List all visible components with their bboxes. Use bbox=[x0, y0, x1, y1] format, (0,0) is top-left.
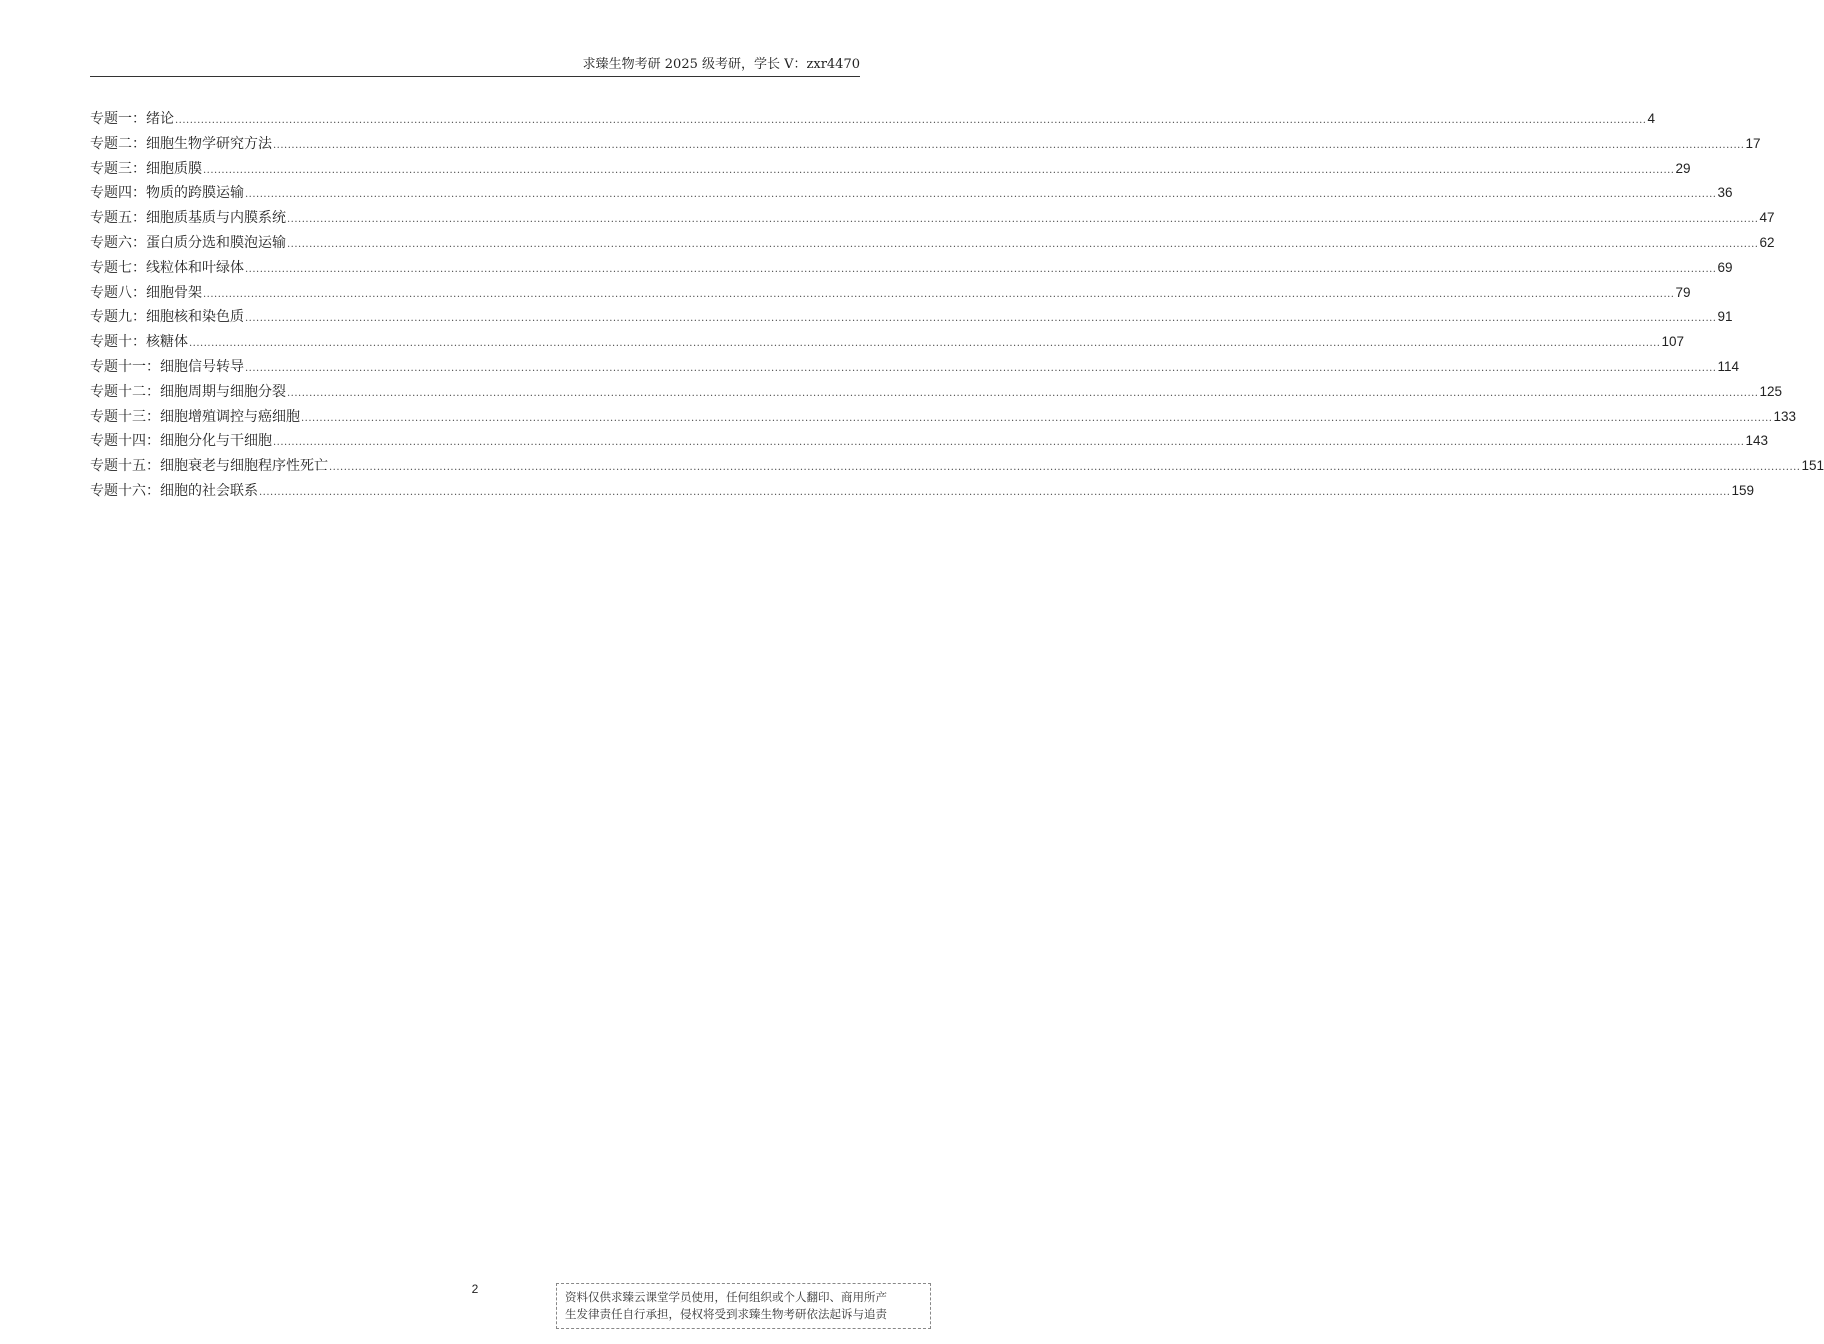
toc-entry[interactable] bbox=[90, 357, 1740, 382]
toc-leader-dots: ................................................................................................................................................................................................................................................................................................................................................................................................................ bbox=[245, 362, 1717, 374]
toc-entry-title: 专题十四：细胞分化与干细胞 bbox=[90, 433, 272, 450]
toc-entry-page: 159 bbox=[1731, 482, 1755, 498]
toc-entry-title: 专题七：线粒体和叶绿体 bbox=[90, 259, 244, 276]
toc-entry-page: 114 bbox=[1717, 358, 1740, 374]
toc-leader-dots: ................................................................................................................................................................................................................................................................................................................................................................................................................ bbox=[287, 387, 1759, 399]
toc-leader-dots: ................................................................................................................................................................................................................................................................................................................................................................................................................ bbox=[329, 462, 1801, 474]
header-text: 求臻生物考研 2025 级考研，学长 V：zxr4470 bbox=[582, 57, 860, 72]
page-header bbox=[90, 56, 860, 77]
toc-entry[interactable] bbox=[90, 307, 1733, 332]
toc-entry[interactable] bbox=[90, 258, 1733, 283]
toc-leader-dots: ................................................................................................................................................................................................................................................................................................................................................................................................................ bbox=[301, 412, 1773, 424]
toc-leader-dots: ................................................................................................................................................................................................................................................................................................................................................................................................................ bbox=[259, 486, 1731, 498]
toc-entry[interactable] bbox=[90, 456, 1824, 481]
toc-entry[interactable] bbox=[90, 233, 1775, 258]
toc-entry[interactable] bbox=[90, 431, 1769, 456]
toc-entry-title: 专题八：细胞骨架 bbox=[90, 284, 202, 301]
toc-leader-dots: ................................................................................................................................................................................................................................................................................................................................................................................................................ bbox=[203, 288, 1675, 300]
toc-leader-dots: ................................................................................................................................................................................................................................................................................................................................................................................................................ bbox=[287, 214, 1759, 226]
toc-entry-page: 36 bbox=[1717, 185, 1733, 201]
toc-entry[interactable] bbox=[90, 283, 1691, 308]
toc-entry[interactable] bbox=[90, 183, 1733, 208]
table-of-contents bbox=[90, 109, 1824, 506]
toc-leader-dots: ................................................................................................................................................................................................................................................................................................................................................................................................................ bbox=[245, 189, 1717, 201]
toc-entry[interactable] bbox=[90, 109, 1655, 134]
notice-line: 资料仅供求臻云课堂学员使用，任何组织或个人翻印、商用所产 bbox=[565, 1290, 887, 1304]
toc-entry-title: 专题十：核糖体 bbox=[90, 334, 188, 351]
toc-entry[interactable] bbox=[90, 134, 1761, 159]
copyright-notice bbox=[556, 1283, 931, 1329]
toc-entry-page: 107 bbox=[1661, 334, 1685, 350]
toc-entry[interactable] bbox=[90, 481, 1755, 506]
toc-leader-dots: ................................................................................................................................................................................................................................................................................................................................................................................................................ bbox=[273, 437, 1745, 449]
toc-entry[interactable] bbox=[90, 159, 1691, 184]
toc-entry-page: 17 bbox=[1745, 135, 1761, 151]
toc-leader-dots: ................................................................................................................................................................................................................................................................................................................................................................................................................ bbox=[189, 338, 1661, 350]
toc-entry-title: 专题十五：细胞衰老与细胞程序性死亡 bbox=[90, 458, 328, 475]
toc-entry-title: 专题十一：细胞信号转导 bbox=[90, 358, 244, 375]
toc-entry-title: 专题九：细胞核和染色质 bbox=[90, 309, 244, 326]
toc-entry[interactable] bbox=[90, 208, 1775, 233]
toc-entry-page: 69 bbox=[1717, 259, 1733, 275]
toc-entry-page: 29 bbox=[1675, 160, 1691, 176]
toc-entry-page: 79 bbox=[1675, 284, 1691, 300]
toc-entry-title: 专题十三：细胞增殖调控与癌细胞 bbox=[90, 408, 300, 425]
toc-entry-page: 47 bbox=[1759, 210, 1775, 226]
toc-entry-title: 专题四：物质的跨膜运输 bbox=[90, 185, 244, 202]
toc-entry-title: 专题五：细胞质基质与内膜系统 bbox=[90, 210, 286, 227]
toc-leader-dots: ................................................................................................................................................................................................................................................................................................................................................................................................................ bbox=[287, 238, 1759, 250]
toc-leader-dots: ................................................................................................................................................................................................................................................................................................................................................................................................................ bbox=[203, 164, 1675, 176]
toc-entry-page: 91 bbox=[1717, 309, 1733, 325]
toc-entry-title: 专题二：细胞生物学研究方法 bbox=[90, 135, 272, 152]
toc-entry-page: 133 bbox=[1773, 408, 1797, 424]
toc-entry-title: 专题十六：细胞的社会联系 bbox=[90, 482, 258, 499]
page-number: 2 bbox=[471, 1282, 479, 1296]
toc-entry[interactable] bbox=[90, 407, 1797, 432]
toc-entry-page: 143 bbox=[1745, 433, 1769, 449]
toc-entry[interactable] bbox=[90, 382, 1783, 407]
toc-entry-page: 62 bbox=[1759, 234, 1775, 250]
toc-entry-title: 专题一：绪论 bbox=[90, 111, 174, 127]
toc-entry-title: 专题三：细胞质膜 bbox=[90, 160, 202, 177]
toc-entry-page: 4 bbox=[1647, 111, 1655, 126]
toc-entry-title: 专题十二：细胞周期与细胞分裂 bbox=[90, 383, 286, 400]
toc-leader-dots: ................................................................................................................................................................................................................................................................................................................................................................................................................ bbox=[245, 263, 1717, 275]
toc-leader-dots: ................................................................................................................................................................................................................................................................................................................................................................................................................ bbox=[245, 313, 1717, 325]
toc-entry-title: 专题六：蛋白质分选和膜泡运输 bbox=[90, 234, 286, 251]
toc-leader-dots: ................................................................................................................................................................................................................................................................................................................................................................................................................ bbox=[175, 115, 1647, 126]
toc-entry[interactable] bbox=[90, 332, 1685, 357]
toc-leader-dots: ................................................................................................................................................................................................................................................................................................................................................................................................................ bbox=[273, 139, 1745, 151]
toc-entry-page: 151 bbox=[1801, 458, 1824, 474]
notice-line: 生发律责任自行承担，侵权将受到求臻生物考研依法起诉与追责 bbox=[565, 1307, 887, 1321]
toc-entry-page: 125 bbox=[1759, 383, 1783, 399]
